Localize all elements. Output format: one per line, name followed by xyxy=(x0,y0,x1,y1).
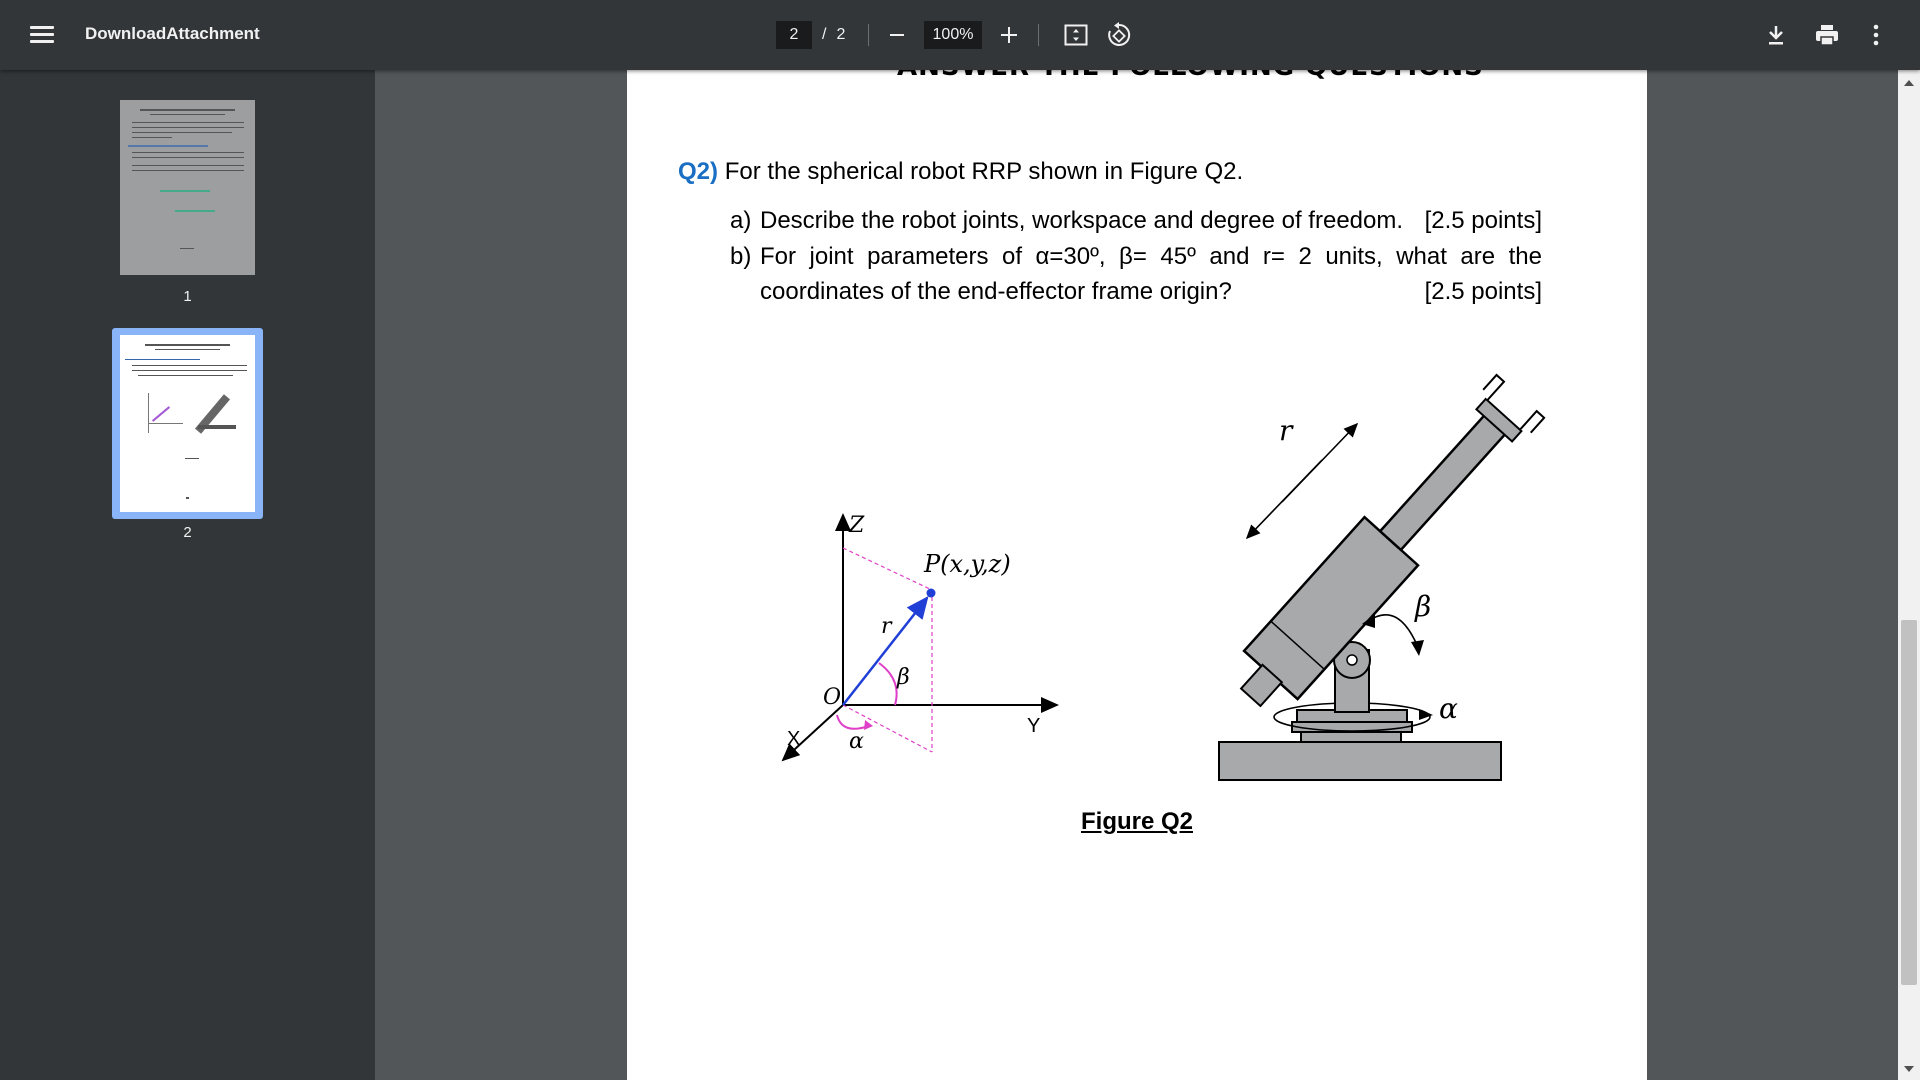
pdf-toolbar xyxy=(0,0,1920,70)
question-part-b xyxy=(730,243,1542,271)
y-axis-label: Y xyxy=(1027,715,1041,737)
r-label: r xyxy=(881,614,892,639)
page-separator: / xyxy=(822,26,827,43)
menu-icon[interactable] xyxy=(26,22,58,48)
x-axis-label: X xyxy=(787,728,801,750)
robot-base xyxy=(1219,742,1501,780)
pdf-page xyxy=(627,70,1647,1080)
thumbnail-label: 1 xyxy=(183,288,192,305)
scroll-up-arrow-icon[interactable] xyxy=(1904,80,1914,86)
prismatic-link xyxy=(1380,412,1508,550)
thumbnail-sidebar xyxy=(0,70,375,1080)
beta-arc xyxy=(879,663,897,705)
thumbnail-label: 2 xyxy=(183,524,192,541)
alpha-label: α xyxy=(849,729,864,754)
document-viewer[interactable] xyxy=(375,70,1900,1080)
question-number: Q2) xyxy=(678,158,719,185)
spherical-robot-illustration xyxy=(1197,360,1507,790)
point-p-marker xyxy=(927,589,936,598)
part-letter xyxy=(730,278,760,306)
scroll-down-arrow-icon[interactable] xyxy=(1904,1066,1914,1072)
part-text: For joint parameters of α=30º, β= 45º and r= 2 units, what are the xyxy=(760,243,1542,270)
robot-alpha-label: α xyxy=(1439,692,1458,725)
part-letter: b) xyxy=(730,243,752,270)
question-text: For the spherical robot RRP shown in Figure Q2. xyxy=(724,158,1244,185)
toolbar-divider xyxy=(1038,24,1039,46)
origin-label: O xyxy=(823,685,842,710)
part-text: Describe the robot joints, workspace and degree of freedom. xyxy=(760,207,1404,234)
beta-label: β xyxy=(897,665,910,690)
zoom-out-icon[interactable] xyxy=(886,25,908,45)
part-points: [2.5 points] xyxy=(1424,278,1542,305)
point-p-label: P(x,y,z) xyxy=(924,550,1011,578)
part-text: coordinates of the end-effector frame origin? xyxy=(760,278,1232,305)
toolbar-divider xyxy=(868,24,869,46)
document-title: DownloadAttachment xyxy=(85,24,260,43)
rotate-icon[interactable] xyxy=(1106,22,1132,48)
question-heading xyxy=(678,158,1243,186)
part-points: [2.5 points] xyxy=(1424,207,1542,234)
question-part-a xyxy=(730,207,1542,235)
download-icon[interactable] xyxy=(1766,24,1786,46)
fit-page-icon[interactable] xyxy=(1064,24,1088,46)
question-part-b-continued xyxy=(730,278,1542,306)
z-axis-label: Z xyxy=(849,513,865,538)
page-navigation xyxy=(776,21,845,49)
robot-r-label: r xyxy=(1279,414,1293,447)
zoom-level-input[interactable] xyxy=(924,21,982,49)
page-thumbnail-1[interactable] xyxy=(120,100,255,275)
scrollbar-thumb[interactable] xyxy=(1901,620,1917,985)
more-options-icon[interactable] xyxy=(1872,24,1880,46)
page-total: 2 xyxy=(836,26,846,43)
vertical-scrollbar[interactable] xyxy=(1898,70,1920,1080)
robot-arm xyxy=(1224,373,1548,721)
alpha-arc xyxy=(837,715,869,729)
figure-caption: Figure Q2 xyxy=(1080,808,1194,835)
page-thumbnail-2[interactable] xyxy=(120,335,255,512)
robot-beta-label: β xyxy=(1415,590,1432,623)
spherical-coordinate-diagram xyxy=(787,430,1127,770)
page-number-input[interactable] xyxy=(776,21,812,49)
page-thumbnail-2-selected[interactable] xyxy=(112,328,263,519)
zoom-in-icon[interactable] xyxy=(998,24,1020,46)
print-icon[interactable] xyxy=(1815,24,1839,46)
part-letter: a) xyxy=(730,207,752,234)
